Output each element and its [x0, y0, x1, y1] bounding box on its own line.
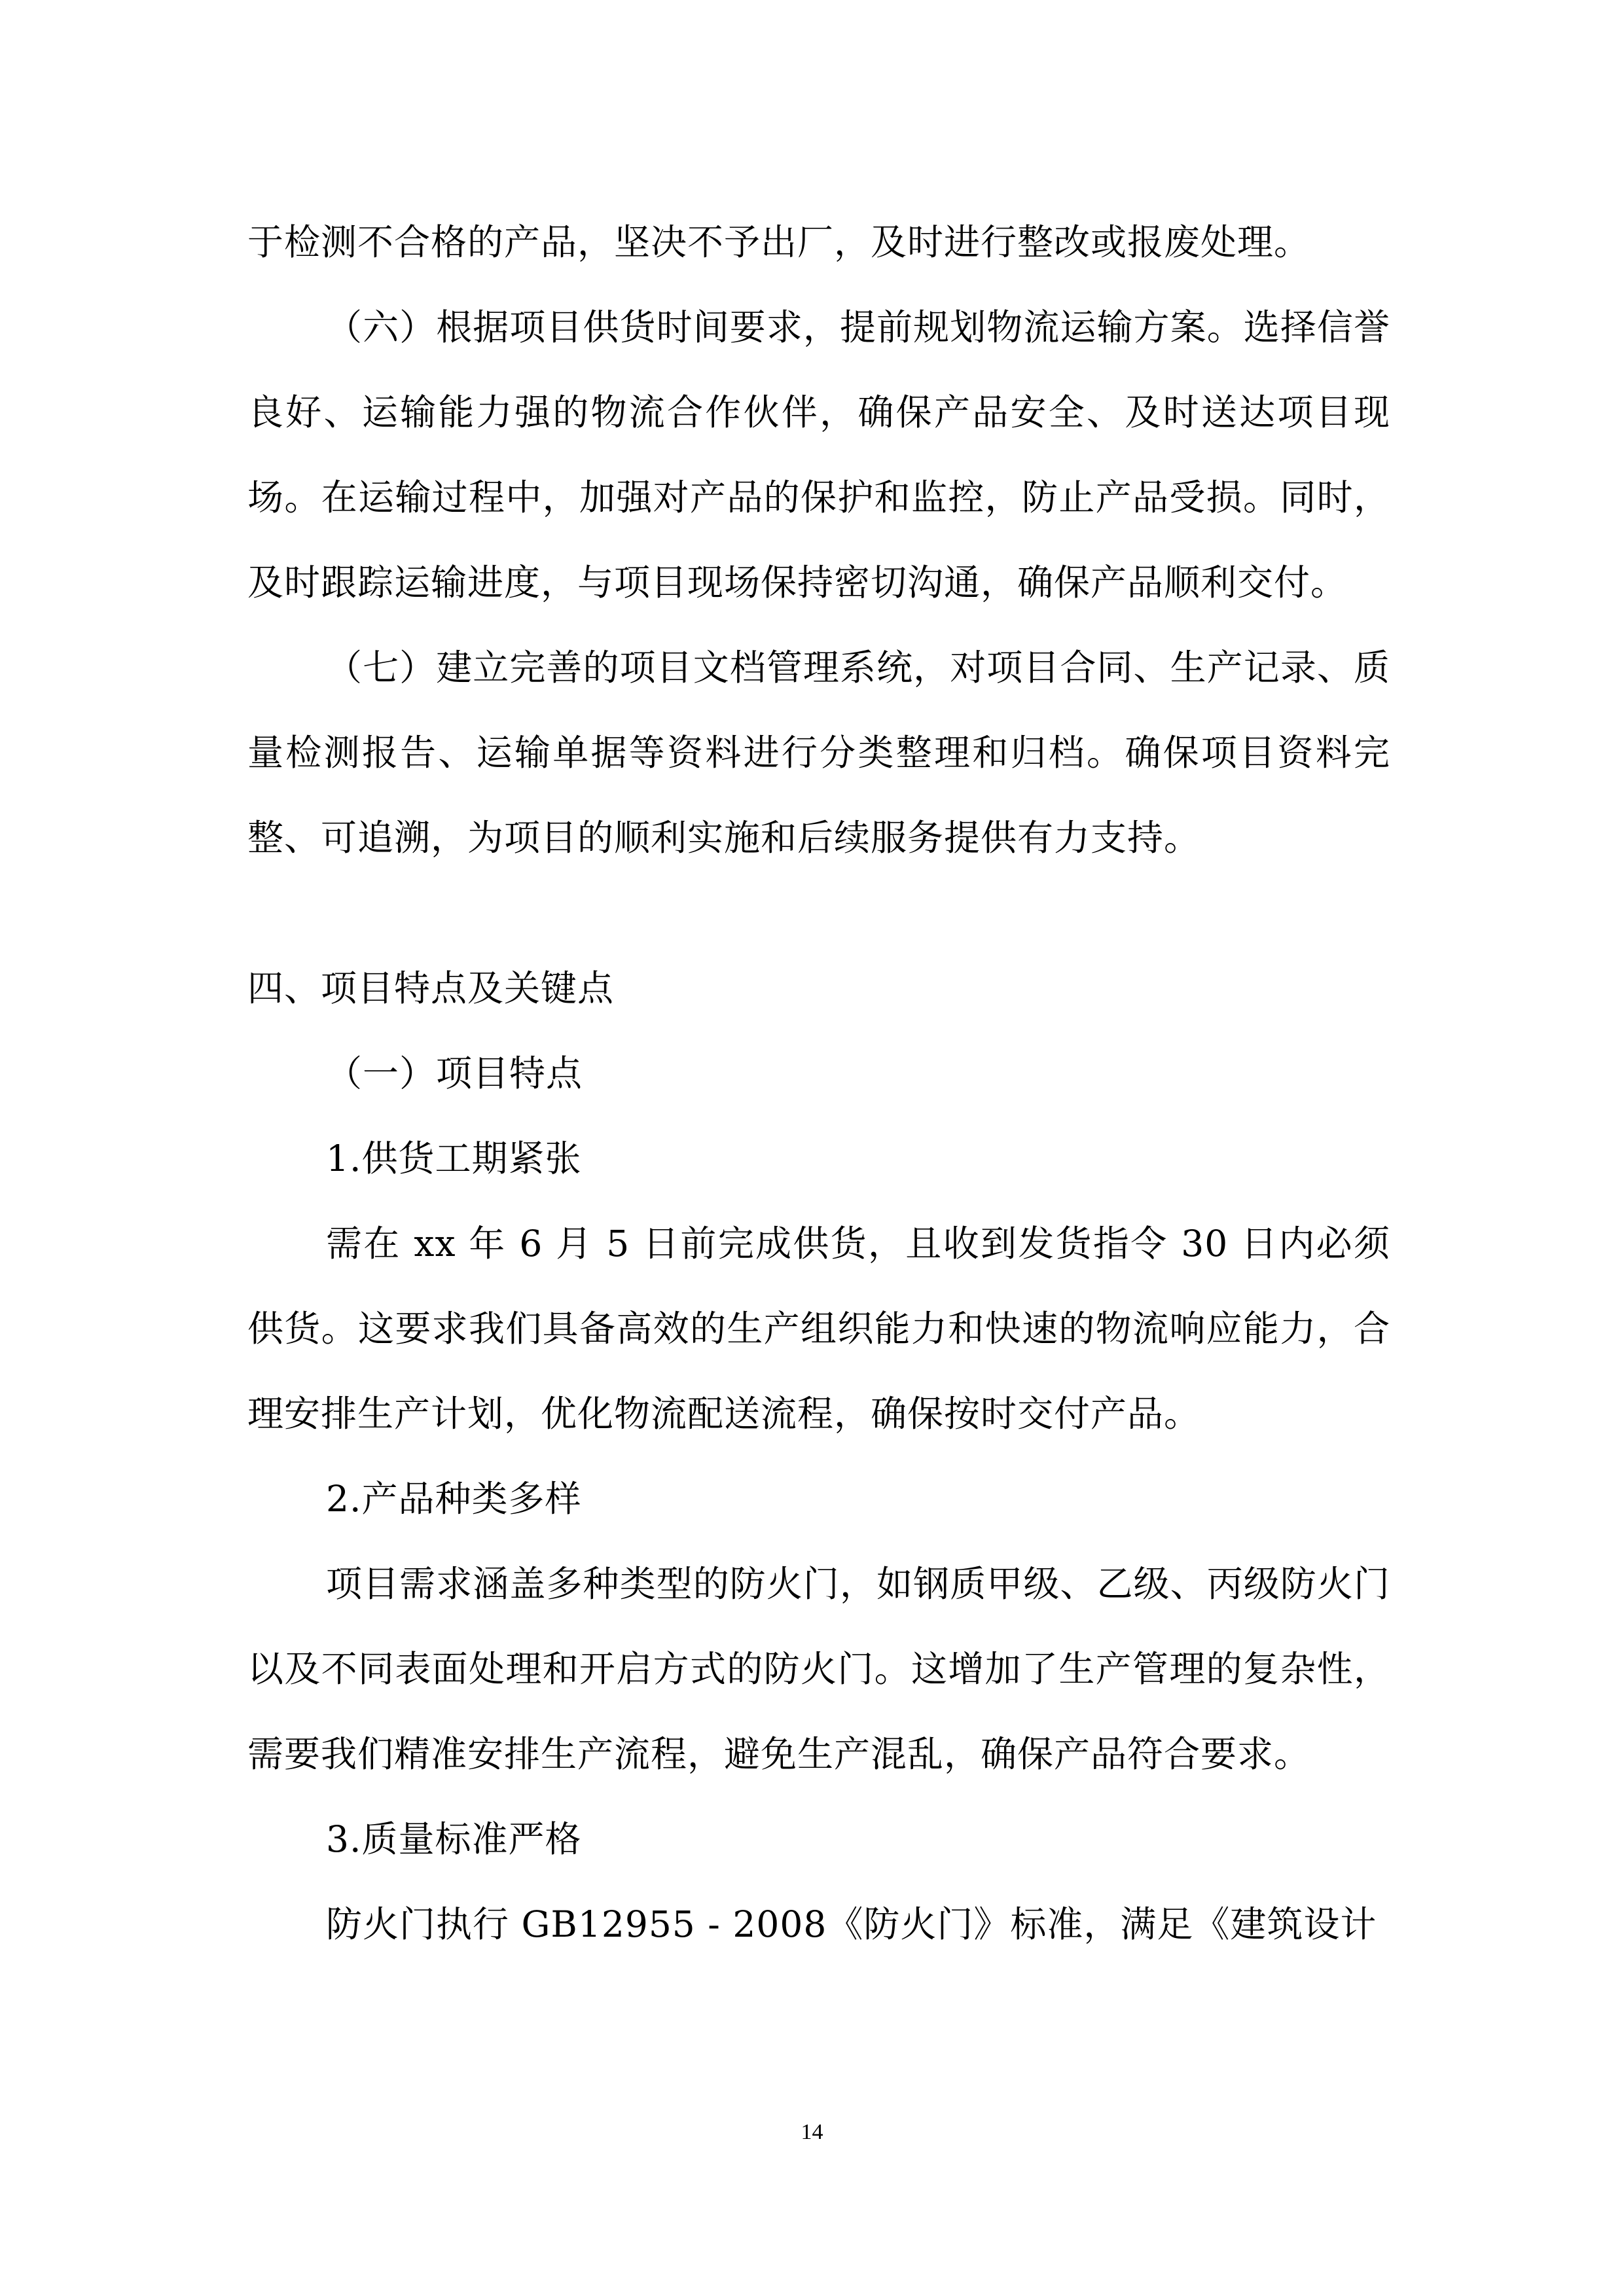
item-body: 防火门执行 GB12955 - 2008《防火门》标准，满足《建筑设计	[326, 1903, 1377, 1945]
item-title: 1.供货工期紧张	[326, 1138, 582, 1179]
item-body: 项目需求涵盖多种类型的防火门，如钢质甲级、乙级、丙级防火门以及不同表面处理和开启方式的防火门。这增加了生产管理的复杂性，需要我们精准安排生产流程，避免生产混乱，确保产品符合要求。	[247, 1563, 1390, 1775]
paragraph-documentation: （七）建立完善的项目文档管理系统，对项目合同、生产记录、质量检测报告、运输单据等资料进行分类整理和归档。确保项目资料完整、可追溯，为项目的顺利实施和后续服务提供有力支持。	[247, 647, 1390, 859]
subsection-heading: （一）项目特点	[326, 1052, 583, 1094]
section-heading: 四、项目特点及关键点	[247, 967, 615, 1009]
page-number: 14	[801, 2120, 823, 2144]
item-body: 需在 xx 年 6 月 5 日前完成供货，且收到发货指令 30 日内必须供货。这要求我们具备高效的生产组织能力和快速的物流响应能力，合理安排生产计划，优化物流配送流程，确保按时交付产品。	[247, 1223, 1390, 1435]
document-body	[247, 200, 1390, 1967]
paragraph-continuation: 于检测不合格的产品，坚决不予出厂，及时进行整改或报废处理。	[247, 221, 1311, 263]
paragraph-logistics: （六）根据项目供货时间要求，提前规划物流运输方案。选择信誉良好、运输能力强的物流合作伙伴，确保产品安全、及时送达项目现场。在运输过程中，加强对产品的保护和监控，防止产品受损。同时，及时跟踪运输进度，与项目现场保持密切沟通，确保产品顺利交付。	[247, 306, 1390, 603]
item-title: 2.产品种类多样	[326, 1478, 582, 1520]
item-title: 3.质量标准严格	[326, 1818, 582, 1860]
